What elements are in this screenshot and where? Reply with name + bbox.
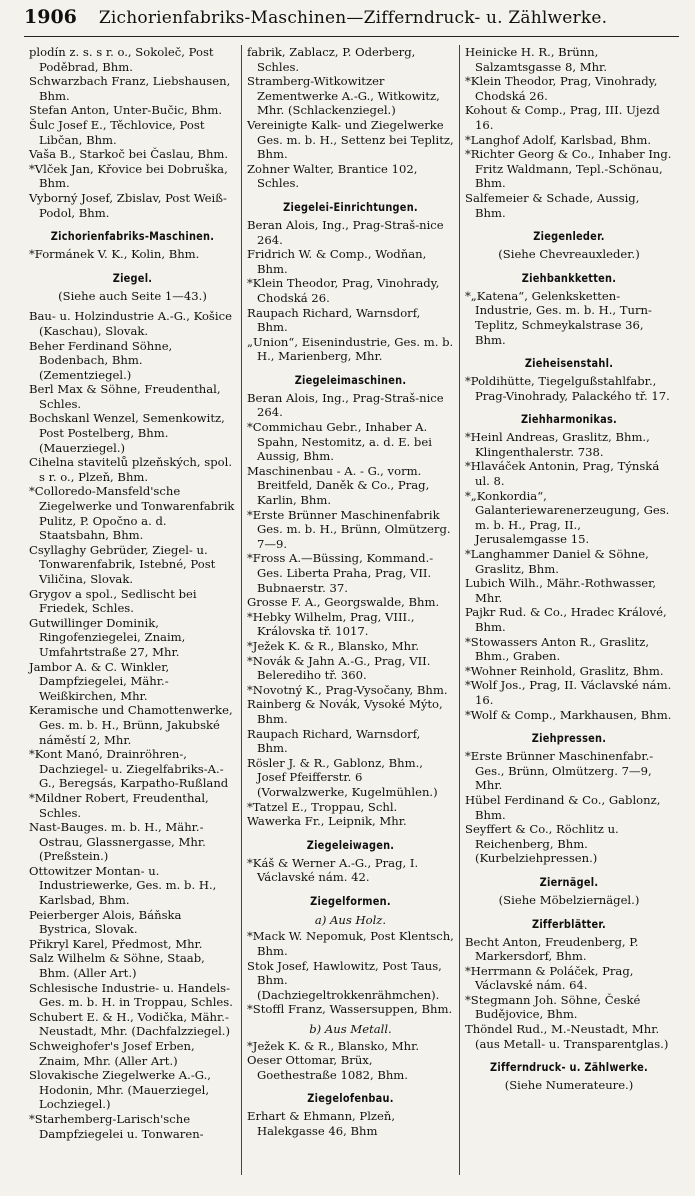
directory-entry: *Starhemberg-Larisch'sche Dampfziegelei u. Tonwaren-	[29, 1111, 204, 1141]
directory-entry: Lubich Wilh., Mähr.-Rothwasser, Mhr.	[465, 576, 657, 605]
directory-entry: *Fross A.—Büssing, Kommand.-Ges. Liberta Praha, Prag, VII. Bubnaerstr. 37.	[247, 551, 434, 595]
directory-entry: Vereinigte Kalk- und Ziegelwerke Ges. m. b. H., Settenz bei Teplitz, Bhm.	[247, 117, 454, 162]
directory-entry: Maschinenbau - A. - G., vorm. Breitfeld, Daněk & Co., Prag, Karlin, Bhm.	[247, 463, 430, 508]
directory-entry: *Colloredo-Mansfeld'sche Ziegelwerke und Tonwarenfabrik Pulitz, P. Opočno a. d. Staatsbahn, Bhm.	[29, 484, 235, 543]
directory-entry: Berl Max & Söhne, Freudenthal, Schles.	[29, 382, 221, 411]
section-heading: Ziegelofenbau.	[307, 1091, 394, 1106]
section-heading: Ziehpressen.	[531, 731, 607, 746]
directory-entry: *Káš & Werner A.-G., Prag, I. Václavské nám. 42.	[247, 855, 419, 885]
directory-entry: Přikryl Karel, Předmost, Mhr.	[29, 936, 203, 951]
directory-entry: Keramische und Chamottenwerke, Ges. m. b. H., Brünn, Jakubské náměstí 2, Mhr.	[29, 703, 233, 747]
directory-entry: *Stegmann Joh. Söhne, České Budějovice, Bhm.	[465, 992, 641, 1022]
directory-entry: *Stowassers Anton R., Graslitz, Bhm., Graben.	[465, 634, 650, 664]
directory-entry: Vaša B., Starkoč bei Časlau, Bhm.	[29, 147, 229, 162]
page-number: 1906	[24, 6, 77, 28]
cross-reference-note: (Siehe Chevreauxleder.)	[498, 247, 640, 262]
directory-entry: *Mildner Robert, Freudenthal, Schles.	[29, 790, 209, 820]
directory-entry: *„Katena“, Gelenksketten-Industrie, Ges. m. b. H., Turn-Teplitz, Schmeykalstrase 36, Bhm.	[465, 288, 652, 347]
directory-entry: Vyborný Josef, Zbislav, Post Weiß-Podol, Bhm.	[29, 190, 227, 220]
directory-entry: Zohner Walter, Brantice 102, Schles.	[247, 161, 418, 191]
directory-entry: Nast-Bauges. m. b. H., Mähr.-Ostrau, Glassnergasse, Mhr. (Preßstein.)	[29, 820, 206, 864]
directory-entry: *Richter Georg & Co., Inhaber Ing. Fritz Waldmann, Tepl.-Schönau, Bhm.	[465, 147, 672, 191]
cross-reference-note: (Siehe Möbelziernägel.)	[498, 892, 640, 907]
directory-entry: *„Konkordia“, Galanteriewarenerzeugung, Ges. m. b. H., Prag, II., Jerusalemgasse 15.	[465, 488, 670, 547]
directory-entry: Fridrich W. & Comp., Wodňan, Bhm.	[247, 247, 427, 276]
directory-entry: *Commichau Gebr., Inhaber A. Spahn, Nestomitz, a. d. E. bei Aussig, Bhm.	[247, 420, 432, 464]
directory-entry: Šulc Josef E., Těchlovice, Post Libčan, Bhm.	[29, 117, 205, 147]
directory-entry: *Klein Theodor, Prag, Vinohrady, Chodská 26.	[247, 276, 440, 305]
directory-entry: Beran Alois, Ing., Prag-Straš-nice 264.	[247, 217, 444, 247]
directory-entry: *Heinl Andreas, Graslitz, Bhm., Klingenthalerstr. 738.	[465, 430, 650, 459]
directory-entry: *Hlaváček Antonin, Prag, Týnská ul. 8.	[465, 459, 660, 489]
directory-entry: *Poldihütte, Tiegelgußstahlfabr., Prag-Vinohrady, Palackého tř. 17.	[465, 374, 670, 403]
directory-entry: Pajkr Rud. & Co., Hradec Králové, Bhm.	[465, 605, 667, 634]
directory-entry: Erhart & Ehmann, Plzeň, Halekgasse 46, Bhm	[247, 1109, 396, 1138]
directory-entry: Oeser Ottomar, Brüx, Goethestraße 1082, Bhm.	[247, 1053, 408, 1082]
directory-entry: Hübel Ferdinand & Co., Gablonz, Bhm.	[465, 792, 661, 822]
directory-entry: Grygov a spol., Sedlischt bei Friedek, Schles.	[29, 586, 197, 616]
section-heading: Ziegelformen.	[310, 893, 391, 908]
directory-entry: Beran Alois, Ing., Prag-Straš-nice 264.	[247, 390, 444, 420]
section-heading: Zifferblätter.	[531, 916, 607, 931]
directory-entry: Thöndel Rud., M.-Neustadt, Mhr. (aus Metall- u. Transparentglas.)	[465, 1022, 669, 1051]
directory-entry: Raupach Richard, Warnsdorf, Bhm.	[247, 726, 421, 756]
directory-entry: *Tatzel E., Troppau, Schl.	[247, 799, 398, 814]
page-header	[24, 6, 679, 37]
column-left	[24, 45, 242, 1175]
section-heading: Zieheisenstahl.	[524, 356, 614, 371]
directory-entry: Becht Anton, Freudenberg, P. Markersdorf, Bhm.	[465, 934, 639, 964]
directory-entry: *Vlček Jan, Křovice bei Dobruška, Bhm.	[29, 161, 228, 191]
directory-entry: Heinicke H. R., Brünn, Salzamtsgasse 8, Mhr.	[465, 45, 608, 74]
directory-entry: Stramberg-Witkowitzer Zementwerke A.-G., Witkowitz, Mhr. (Schlackenziegel.)	[247, 74, 440, 118]
directory-entry: Cihelna stavitelů plzeňských, spol. s r. o., Plzeň, Bhm.	[29, 455, 233, 484]
directory-entry: fabrik, Zablacz, P. Oderberg, Schles.	[247, 45, 416, 74]
directory-entry: Slovakische Ziegelwerke A.-G., Hodonin, Mhr. (Mauerziegel, Lochziegel.)	[29, 1068, 211, 1112]
directory-entry: *Wolf Jos., Prag, II. Václavské nám. 16.	[465, 678, 672, 707]
directory-entry: Kohout & Comp., Prag, III. Ujezd 16.	[465, 103, 660, 132]
directory-entry: Seyffert & Co., Röchlitz u. Reichenberg, Bhm. (Kurbelziehpressen.)	[465, 822, 619, 866]
directory-entry: *Stoffl Franz, Wassersuppen, Bhm.	[247, 1002, 453, 1017]
directory-entry: Ottowitzer Montan- u. Industriewerke, Ges. m. b. H., Karlsbad, Bhm.	[29, 863, 217, 908]
directory-entry: *Mack W. Nepomuk, Post Klentsch, Bhm.	[247, 929, 454, 959]
columns	[24, 45, 679, 1175]
section-heading: Ziegel.	[112, 270, 153, 285]
directory-entry: Stok Josef, Hawlowitz, Post Taus, Bhm. (Dachziegeltrokkenrähmchen).	[247, 958, 442, 1002]
section-heading: Ziehbankketten.	[521, 270, 617, 285]
section-heading: Ziegeleiwagen.	[306, 837, 395, 852]
directory-entry: Schwarzbach Franz, Liebshausen, Bhm.	[29, 74, 231, 103]
directory-entry: Schubert E. & H., Vodička, Mähr.-Neustadt, Mhr. (Dachfalzziegel.)	[29, 1009, 231, 1039]
directory-entry: Salz Wilhelm & Söhne, Staab, Bhm. (Aller Art.)	[29, 951, 205, 981]
directory-entry: „Union“, Eisenindustrie, Ges. m. b. H., Marienberg, Mhr.	[247, 334, 454, 364]
directory-entry: Jambor A. & C. Winkler, Dampfziegelei, Mähr.-Weißkirchen, Mhr.	[29, 659, 170, 703]
directory-entry: *Erste Brünner Maschinenfabrik Ges. m. b. H., Brünn, Olmützerg. 7—9.	[247, 507, 451, 551]
directory-entry: *Herrmann & Poláček, Prag, Václavské nám. 64.	[465, 963, 634, 993]
directory-entry: *Wolf & Comp., Markhausen, Bhm.	[465, 707, 672, 722]
directory-entry: Gutwillinger Dominik, Ringofenziegelei, Znaim, Umfahrtstraße 27, Mhr.	[29, 615, 186, 659]
directory-entry: Schweighofer's Josef Erben, Znaim, Mhr. (Aller Art.)	[29, 1039, 195, 1068]
section-heading: Zifferndruck- u. Zählwerke.	[490, 1060, 648, 1075]
directory-entry: Stefan Anton, Unter-Bučic, Bhm.	[29, 103, 223, 118]
directory-entry: *Wohner Reinhold, Graslitz, Bhm.	[465, 663, 664, 678]
directory-entry: *Novák & Jahn A.-G., Prag, VII. Belerediho tř. 360.	[247, 653, 431, 683]
directory-entry: Schlesische Industrie- u. Handels-Ges. m. b. H. in Troppau, Schles.	[29, 980, 233, 1010]
directory-entry: *Hebky Wilhelm, Prag, VIII., Královska tř. 1017.	[247, 609, 415, 639]
section-heading: Ziernägel.	[539, 874, 599, 889]
directory-entry: Bau- u. Holzindustrie A.-G., Košice (Kaschau), Slovak.	[29, 309, 232, 338]
directory-entry: *Novotný K., Prag-Vysočany, Bhm.	[247, 682, 448, 697]
directory-entry: Wawerka Fr., Leipnik, Mhr.	[247, 814, 407, 829]
directory-entry: Peierberger Alois, Báňska Bystrica, Slovak.	[29, 907, 182, 937]
directory-entry: *Klein Theodor, Prag, Vinohrady, Chodská 26.	[465, 74, 658, 103]
directory-entry: Salfemeier & Schade, Aussig, Bhm.	[465, 190, 640, 220]
section-heading: Ziehharmonikas.	[520, 412, 618, 427]
cross-reference-note: (Siehe Numerateure.)	[504, 1078, 634, 1093]
directory-entry: Bochskanl Wenzel, Semenkowitz, Post Postelberg, Bhm. (Mauerziegel.)	[29, 411, 225, 455]
directory-entry: *Formánek V. K., Kolin, Bhm.	[29, 247, 200, 262]
directory-entry: Rösler J. & R., Gablonz, Bhm., Josef Pfeifferstr. 6 (Vorwalzwerke, Kugelmühlen.)	[247, 755, 438, 799]
subsection-label: a) Aus Holz.	[314, 912, 387, 927]
directory-entry: *Erste Brünner Maschinenfabr.-Ges., Brünn, Olmützerg. 7—9, Mhr.	[465, 749, 654, 793]
section-heading: Ziegenleder.	[533, 229, 605, 244]
directory-entry: *Langhof Adolf, Karlsbad, Bhm.	[465, 132, 652, 147]
column-right	[460, 45, 678, 1175]
directory-entry: *Kont Manó, Drainröhren-, Dachziegel- u. Ziegelfabriks-A.-G., Beregsás, Karpatho-Rußland	[29, 747, 229, 791]
directory-entry: *Langhammer Daniel & Söhne, Graslitz, Bhm.	[465, 547, 649, 576]
page-title: Zichorienfabriks-Maschinen—Zifferndruck- u. Zählwerke.	[98, 8, 608, 28]
directory-entry: Rainberg & Novák, Vysoké Mýto, Bhm.	[247, 697, 443, 726]
directory-entry: Raupach Richard, Warnsdorf, Bhm.	[247, 305, 421, 335]
column-middle	[242, 45, 460, 1175]
section-heading: Ziegeleimaschinen.	[294, 372, 407, 387]
directory-entry: Beher Ferdinand Söhne, Bodenbach, Bhm. (Zementziegel.)	[29, 338, 173, 382]
directory-entry: Csyllaghy Gebrüder, Ziegel- u. Tonwarenfabrik, Istebné, Post Viličina, Slovak.	[29, 542, 216, 586]
section-heading: Zichorienfabriks-Maschinen.	[50, 229, 215, 244]
section-heading: Ziegelei-Einrichtungen.	[283, 199, 418, 214]
directory-entry: Grosse F. A., Georgswalde, Bhm.	[247, 595, 440, 610]
directory-entry: plodín z. s. s r. o., Sokoleč, Post Poděbrad, Bhm.	[29, 45, 214, 74]
directory-entry: *Ježek K. & R., Blansko, Mhr.	[247, 638, 420, 653]
cross-reference-note: (Siehe auch Seite 1—43.)	[58, 288, 207, 303]
subsection-label: b) Aus Metall.	[309, 1022, 392, 1037]
directory-entry: *Ježek K. & R., Blansko, Mhr.	[247, 1038, 420, 1053]
